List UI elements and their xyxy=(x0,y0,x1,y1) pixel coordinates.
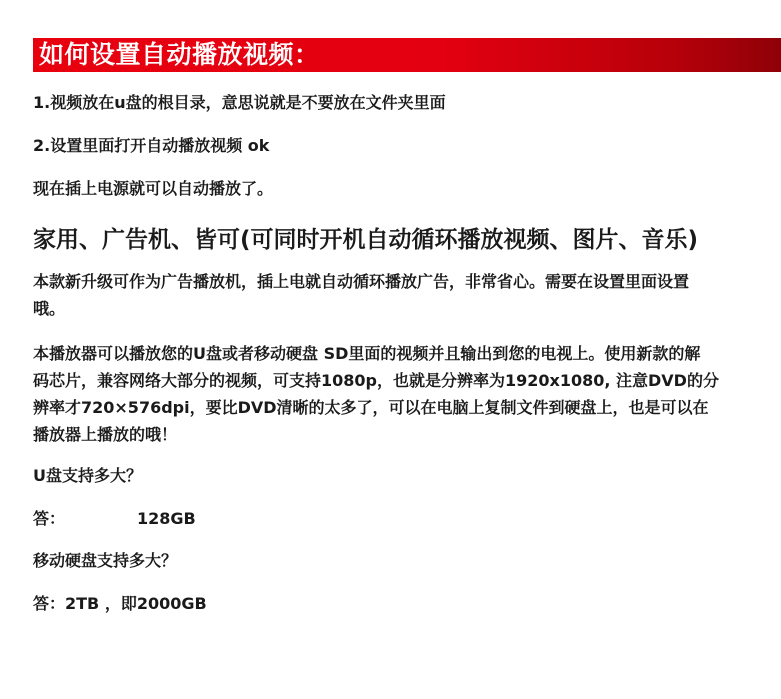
section-heading: 家用、广告机、皆可(可同时开机自动循环播放视频、图片、音乐) xyxy=(33,227,699,253)
paragraph-player-line-1: 本播放器可以播放您的U盘或者移动硬盘 SD里面的视频并且输出到您的电视上。使用新款的解 xyxy=(33,344,701,363)
paragraph-player-line-4: 播放器上播放的哦！ xyxy=(33,425,178,444)
faq-answer-1 xyxy=(33,509,196,529)
faq-answer-2: 答：2TB ，即2000GB xyxy=(33,594,207,613)
faq-answer-1-value: 128GB xyxy=(137,509,196,528)
title-banner xyxy=(33,38,781,72)
step-note: 现在插上电源就可以自动播放了。 xyxy=(33,179,274,198)
faq-question-1: U盘支持多大？ xyxy=(33,466,142,485)
step-2: 2.设置里面打开自动播放视频 ok xyxy=(33,136,270,155)
paragraph-upgrade-line-1: 本款新升级可作为广告播放机，插上电就自动循环播放广告，非常省心。需要在设置里面设置 xyxy=(33,272,690,291)
step-1: 1.视频放在u盘的根目录，意思说就是不要放在文件夹里面 xyxy=(33,93,446,112)
faq-answer-1-prefix: 答： xyxy=(33,509,66,528)
paragraph-player-line-3: 辨率才720×576dpi，要比DVD清晰的太多了，可以在电脑上复制文件到硬盘上，也是可以在 xyxy=(33,398,709,417)
paragraph-upgrade-line-2: 哦。 xyxy=(33,299,66,318)
paragraph-player-line-2: 码芯片，兼容网络大部分的视频，可支持1080p，也就是分辨率为1920x1080, 注意DVD的分 xyxy=(33,371,719,390)
paragraph-upgrade xyxy=(33,268,779,322)
paragraph-player xyxy=(33,340,779,448)
page-title: 如何设置自动播放视频： xyxy=(39,40,320,69)
faq-question-2: 移动硬盘支持多大？ xyxy=(33,551,178,570)
